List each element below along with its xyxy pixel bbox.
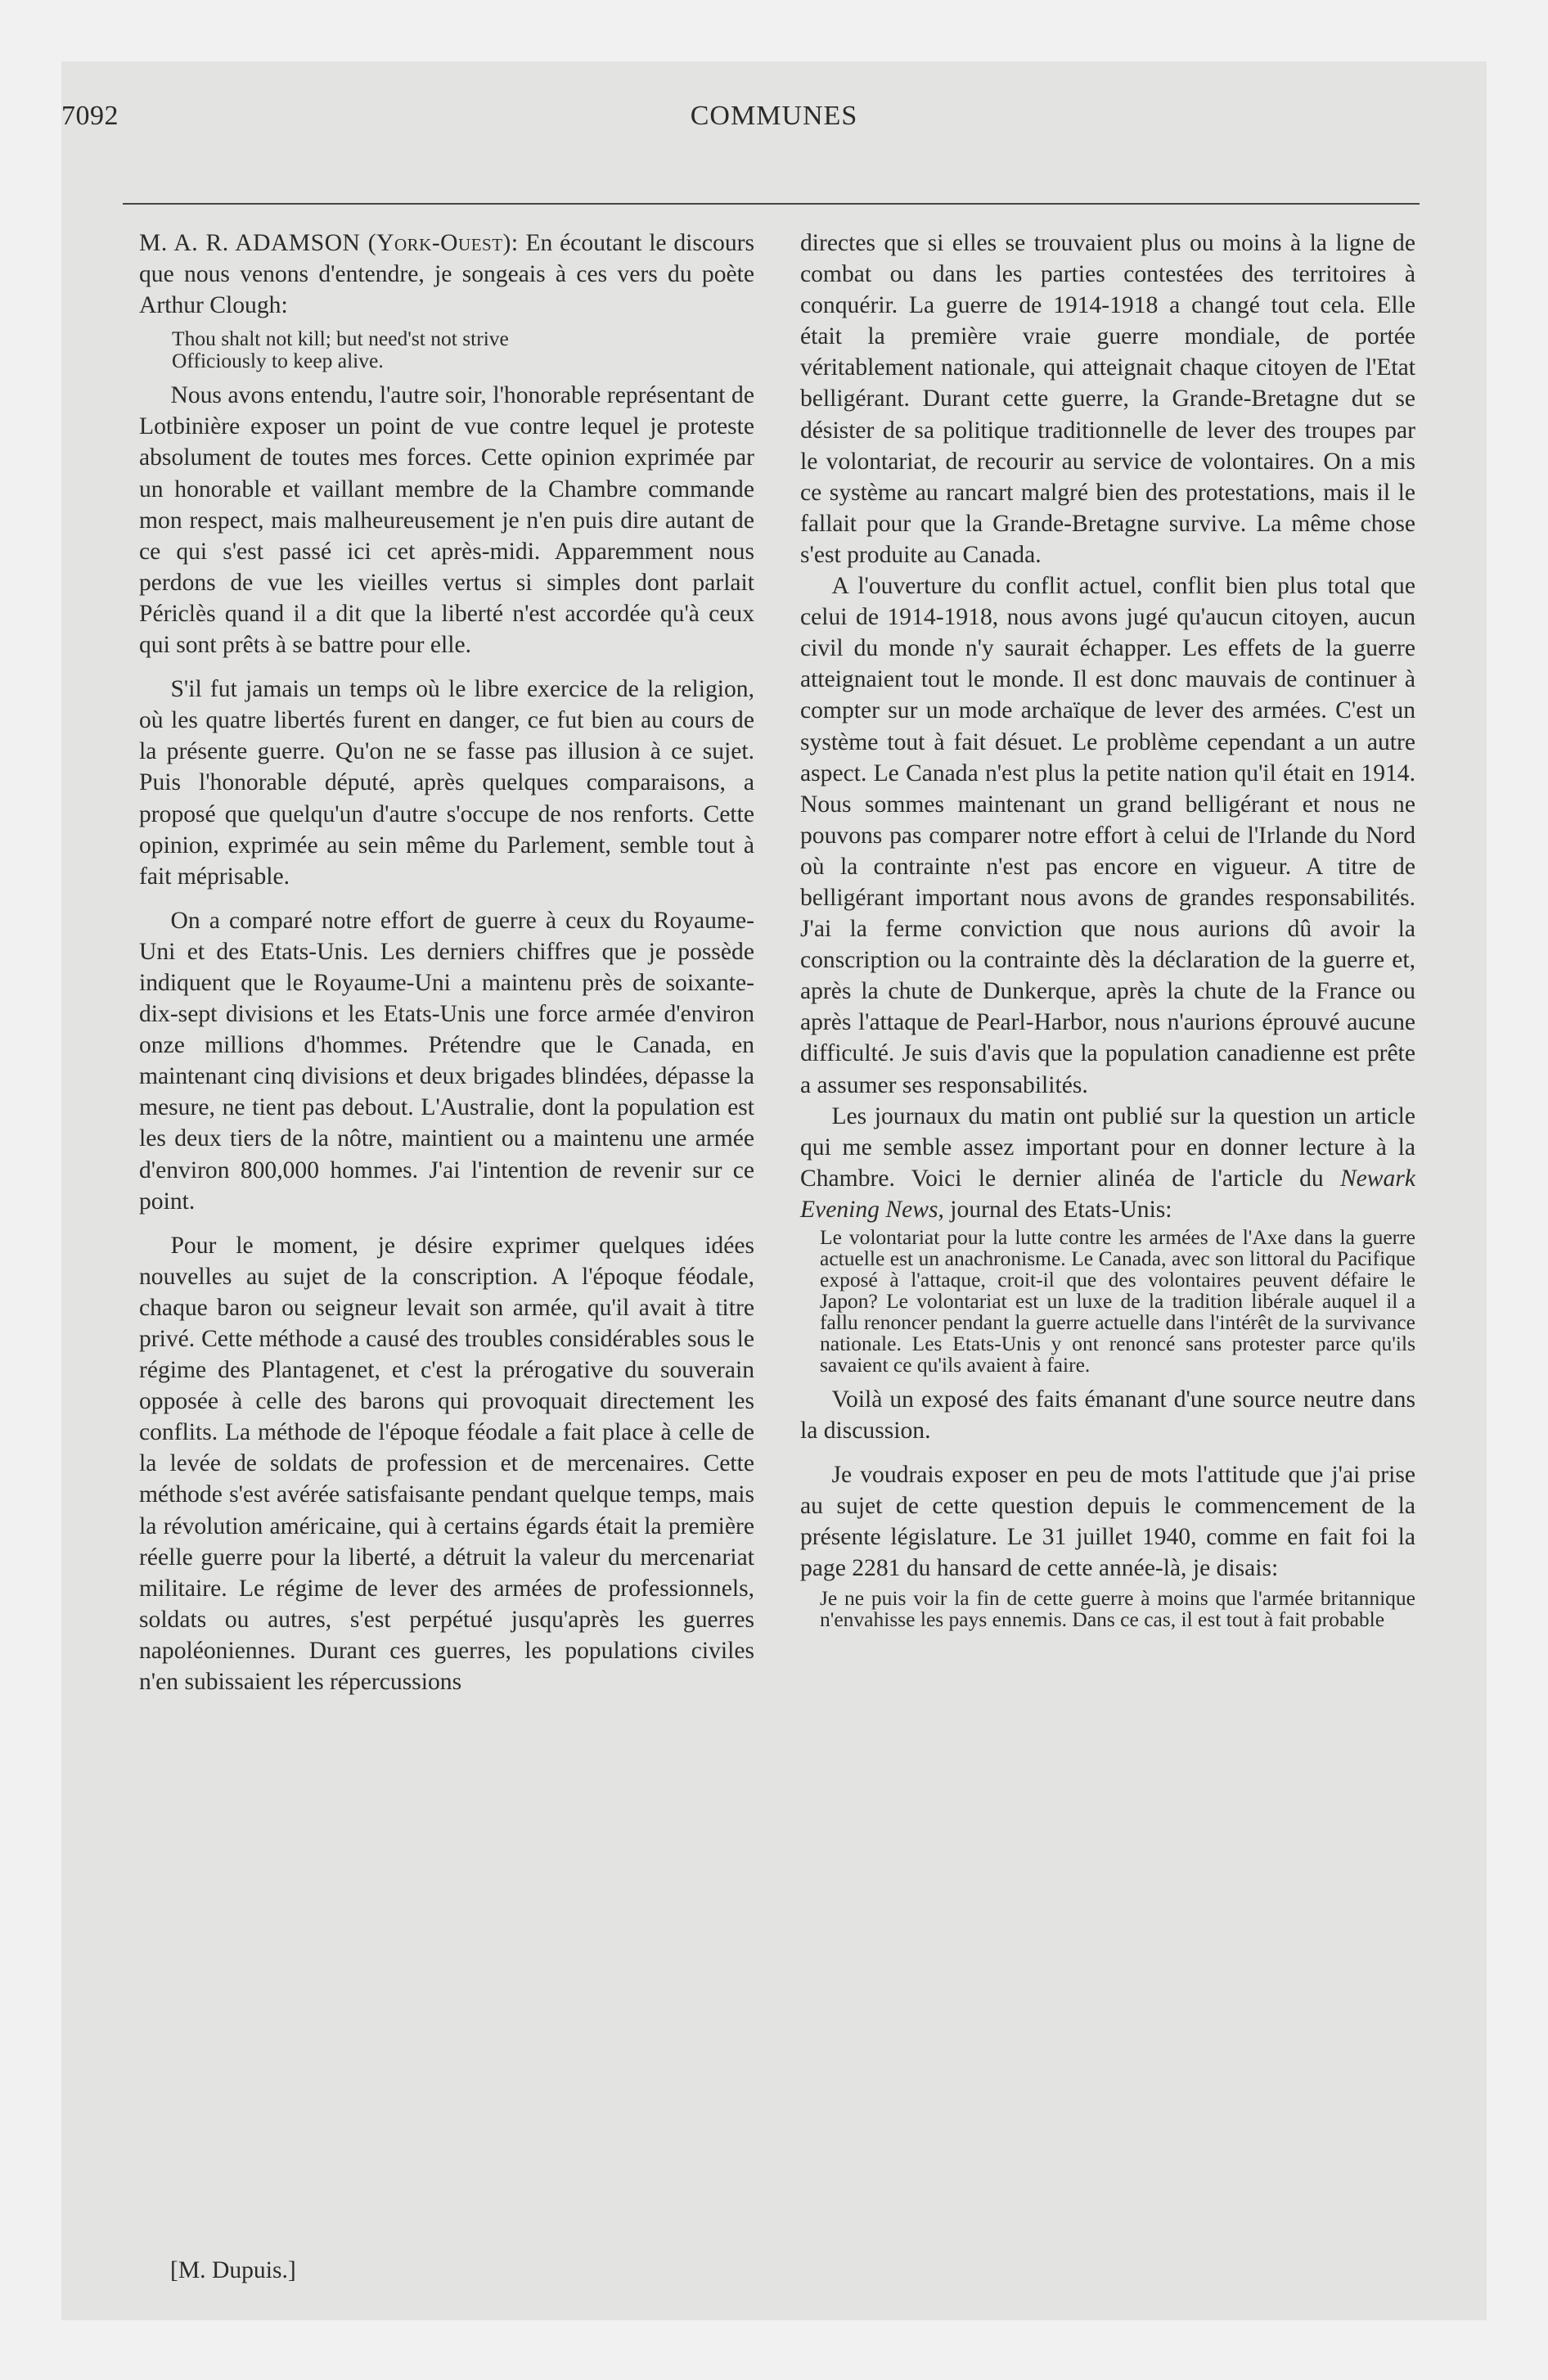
newspaper-title: Newark Evening News [800, 1165, 1415, 1223]
page-number: 7092 [61, 101, 119, 131]
right-column [800, 228, 1415, 1630]
poem-line: Officiously to keep alive. [172, 349, 384, 373]
quote-text: Je ne puis voir la fin de cette guerre à moins que l'armée britannique n'envahisse les pays ennemis. Dans ce cas, il est tout à fait probable [820, 1585, 1415, 1631]
paragraph: Pour le moment, je désire exprimer quelques idées nouvelles au sujet de la conscription. A l'époque féodale, chaque baron ou seigneur levait son armée, qu'il avait à titre privé. Cette méthode a causé des troubles considérables sous le régime des Plantagenet, et c'est la prérogative du souverain opposée à celle des barons qui provoquait directement les conflits. La méthode de l'époque féodale a fait place à celle de la levée de soldats de profession et de mercenaires. Cette méthode s'est avérée satisfaisante pendant quelque temps, mais la révolution américaine, qui à certains égards était la première réelle guerre pour la liberté, a détruit la valeur du mercenariat militaire. Le régime de lever des armées de professionnels, soldats ou autres, s'est perpétué jusqu'après les guerres napoléoniennes. Durant ces guerres, les populations civiles n'en subissaient les répercussions [139, 1232, 754, 1696]
poem-line: Thou shalt not kill; but need'st not strive [172, 327, 509, 351]
running-title: COMMUNES [690, 101, 858, 131]
paragraph-text: Les journaux du matin ont publié sur la question un article qui me semble assez important pour en donner lecture à la Chambre. Voici le dernier alinéa de l'article du [800, 1102, 1415, 1192]
paragraph: Nous avons entendu, l'autre soir, l'honorable représentant de Lotbinière exposer un point de vue contre lequel je proteste absolument de toutes mes forces. Cette opinion exprimée par un honorable et vaillant membre de la Chambre commande mon respect, mais malheureusement je n'en puis dire autant de ce qui s'est passé ici cet après-midi. Apparemment nous perdons de vue les vieilles vertus si simples dont parlait Périclès quand il a dit que la liberté n'est accordée qu'à ceux qui sont prêts à se battre pour elle. [139, 382, 754, 659]
speaker-attribution: [M. Dupuis.] [170, 2257, 296, 2283]
paragraph: A l'ouverture du conflit actuel, conflit bien plus total que celui de 1914-1918, nous avons jugé qu'aucun citoyen, aucun civil du monde n'y saurait échapper. Les effets de la guerre atteignaient tout le monde. Il est donc mauvais de continuer à compter sur un mode archaïque de lever des armées. C'est un système tout à fait désuet. Le problème cependant a un autre aspect. Le Canada n'est plus la petite nation qu'il était en 1914. Nous sommes maintenant un grand belligérant et nous ne pouvons pas comparer notre effort à celui de l'Irlande du Nord où la contrainte n'est pas encore en vigueur. A titre de belligérant important nous avons de grandes responsabilités. J'ai la ferme conviction que nous aurions dû avoir la conscription ou la contrainte dès la déclaration de la guerre et, après la chute de Dunkerque, après la chute de la France ou après l'attaque de Pearl-Harbor, nous n'aurions éprouvé aucune difficulté. Je suis d'avis que la population canadienne est prête a assumer ses responsabilités. [800, 573, 1415, 1098]
speaker-name: M. A. R. ADAMSON (York-Ouest): [139, 230, 519, 256]
paragraph: Je voudrais exposer en peu de mots l'attitude que j'ai prise au sujet de cette question depuis le commencement de la présente législature. Le 31 juillet 1940, comme en fait foi la page 2281 du hansard de cette année-là, je disais: [800, 1462, 1415, 1582]
poem-quote [172, 327, 754, 372]
quote-text: Le volontariat pour la lutte contre les armées de l'Axe dans la guerre actuelle est un anachronisme. Le Canada, avec son littoral du Pacifique exposé à l'attaque, croit-il que des volontaires peuvent défaire le Japon? Le volontariat est un luxe de la tradition libérale auquel il a fallu renoncer pendant la guerre actuelle dans l'intérêt de la survivance nationale. Les Etats-Unis y ont renoncé sans protester parce qu'ils savaient ce qu'ils avaient à faire. [820, 1225, 1415, 1377]
paragraph-text: En écoutant le discours que nous venons d'entendre, je songeais à ces vers du poète Arthur Clough: [139, 230, 754, 319]
left-column [139, 228, 754, 1697]
header-rule [123, 203, 1420, 205]
paragraph: S'il fut jamais un temps où le libre exercice de la religion, où les quatre libertés furent en danger, ce fut bien au cours de la présente guerre. Qu'on ne se fasse pas illusion à ce sujet. Puis l'honorable député, après quelques comparaisons, a proposé que quelqu'un d'autre s'occupe de nos renforts. Cette opinion, exprimée au sein même du Parlement, semble tout à fait méprisable. [139, 676, 754, 890]
block-quote [820, 1227, 1415, 1376]
paragraph [800, 1101, 1415, 1225]
paragraph: directes que si elles se trouvaient plus ou moins à la ligne de combat ou dans les parties contestées des territoires à conquérir. La guerre de 1914-1918 a changé tout cela. Elle était la première vraie guerre mondiale, de portée véritablement nationale, qui atteignait chaque citoyen de l'Etat belligérant. Durant cette guerre, la Grande-Bretagne dut se désister de sa politique traditionnelle de lever des troupes par le volontariat, de recourir au service de volontaires. On a mis ce système au rancart malgré bien des protestations, mais il le fallait pour que la Grande-Bretagne survive. La même chose s'est produite au Canada. [800, 230, 1415, 568]
block-quote [820, 1585, 1415, 1631]
paragraph: On a comparé notre effort de guerre à ceux du Royaume-Uni et des Etats-Unis. Les derniers chiffres que je possède indiquent que le Royaume-Uni a maintenu près de soixante-dix-sept divisions et les Etats-Unis une force armée d'environ onze millions d'hommes. Prétendre que le Canada, en maintenant cinq divisions et deux brigades blindées, dépasse la mesure, ne tient pas debout. L'Australie, dont la population est les deux tiers de la nôtre, maintient ou a maintenu une armée d'environ 800,000 hommes. J'ai l'intention de revenir sur ce point. [139, 907, 754, 1215]
paragraph-text: , journal des Etats-Unis: [938, 1196, 1172, 1223]
paragraph: Voilà un exposé des faits émanant d'une source neutre dans la discussion. [800, 1386, 1415, 1445]
paragraph [139, 228, 754, 321]
